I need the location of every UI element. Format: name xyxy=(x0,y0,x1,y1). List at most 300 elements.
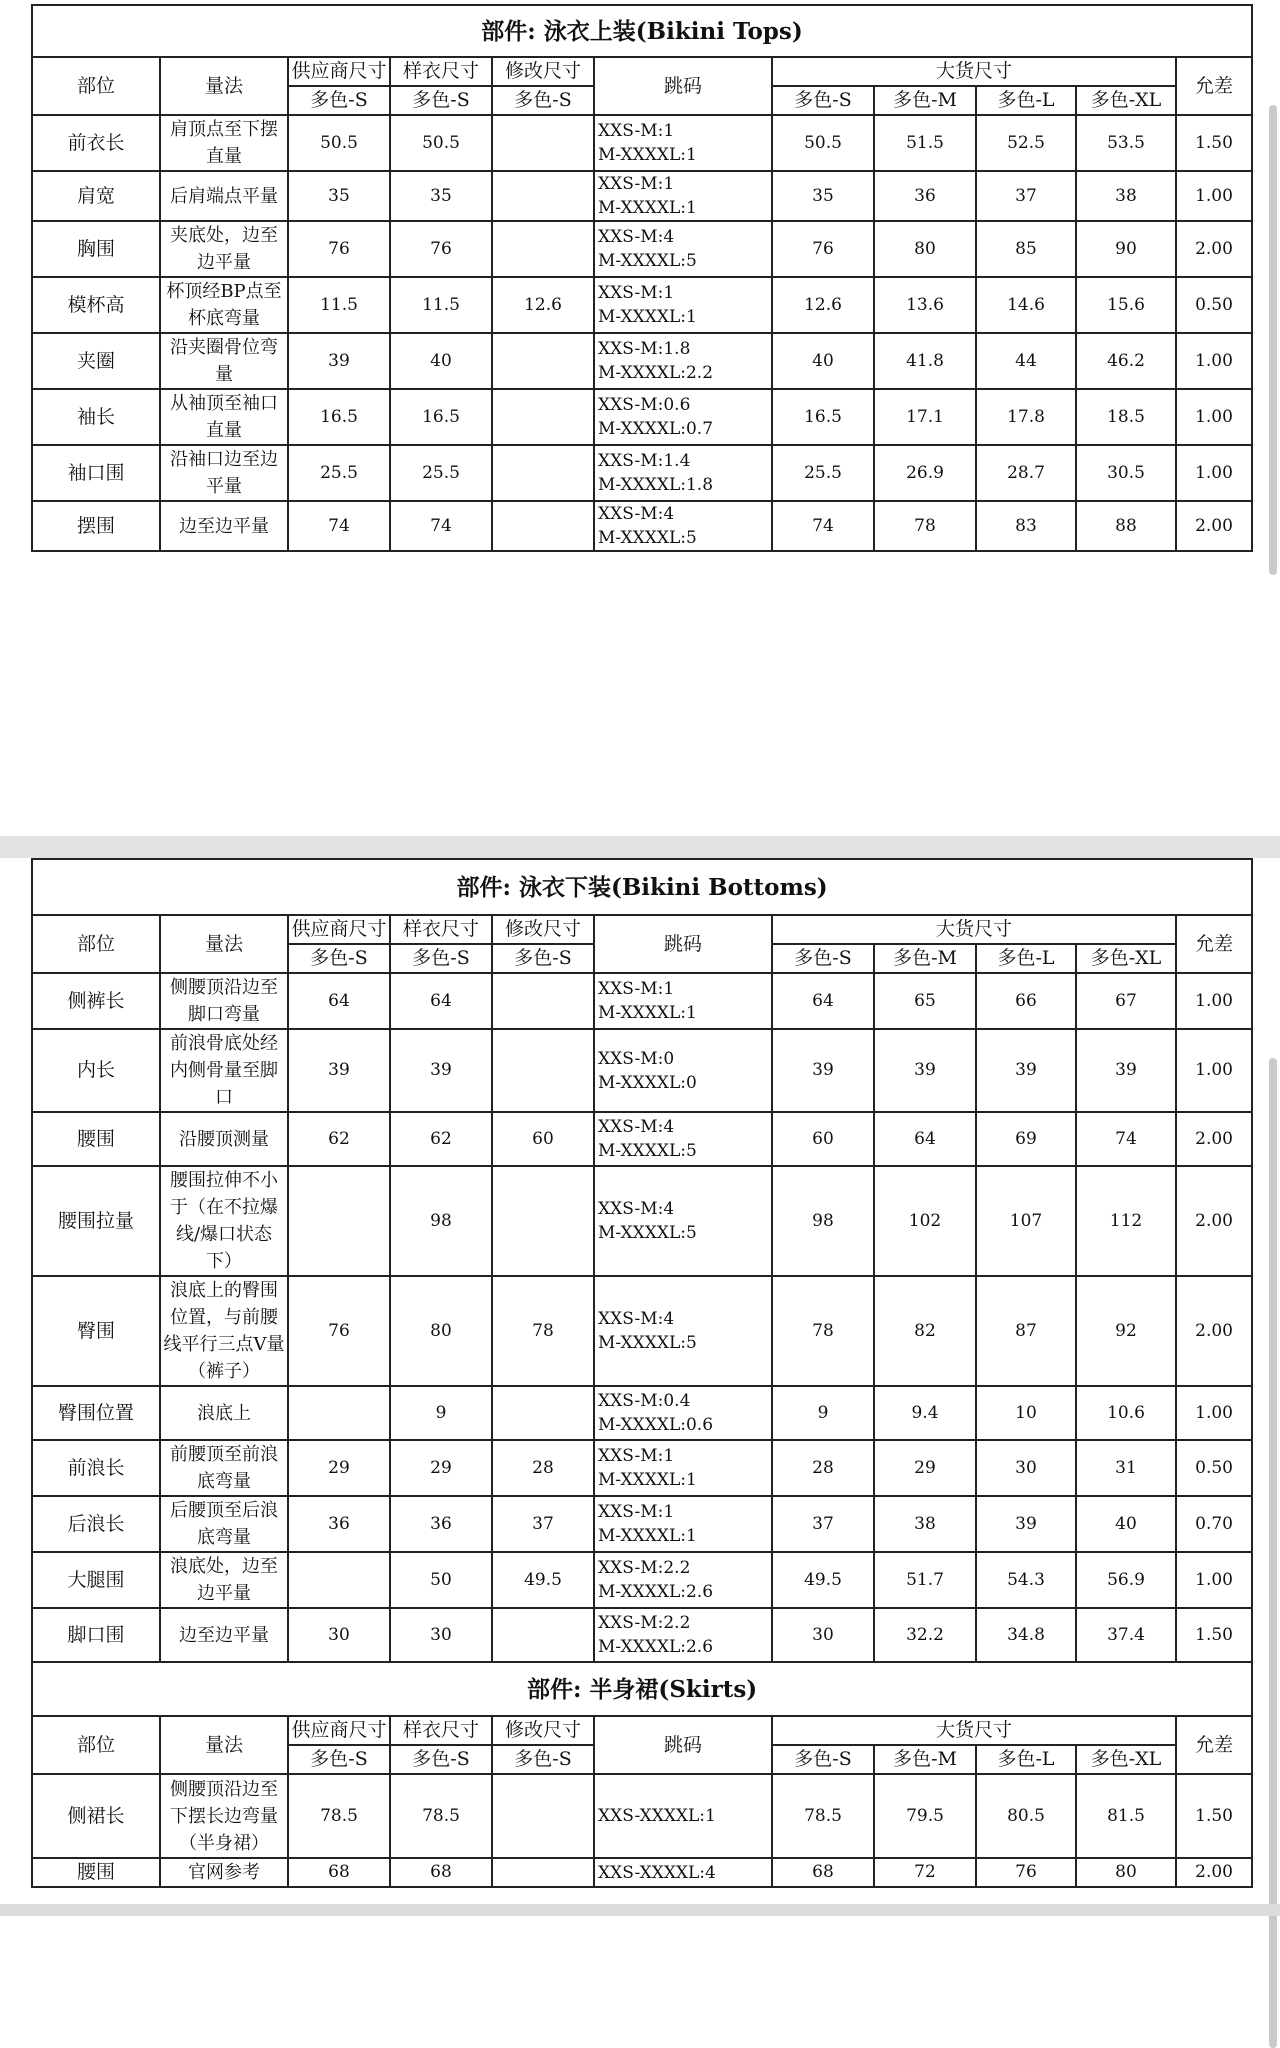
header-revised-size: 修改尺寸 xyxy=(492,1716,594,1745)
header-bulk-size-0: 多色-S xyxy=(772,1745,874,1774)
part-cell: 脚口围 xyxy=(32,1608,160,1662)
bulk-size-cell: 98 xyxy=(772,1166,874,1276)
method-cell: 浪底上的臀围位置，与前腰线平行三点V量（裤子） xyxy=(160,1276,288,1386)
bulk-size-cell: 40 xyxy=(772,333,874,389)
bulk-size-cell: 31 xyxy=(1076,1440,1176,1496)
sample-size-cell: 9 xyxy=(390,1386,492,1440)
method-cell: 杯顶经BP点至杯底弯量 xyxy=(160,277,288,333)
bulk-size-cell: 64 xyxy=(874,1112,976,1166)
tolerance-cell: 0.50 xyxy=(1176,1440,1252,1496)
header-size-sub: 多色-S xyxy=(390,86,492,115)
bulk-size-cell: 36 xyxy=(874,171,976,221)
bulk-size-cell: 74 xyxy=(772,501,874,551)
page-separator xyxy=(0,836,1280,858)
bulk-size-cell: 79.5 xyxy=(874,1774,976,1858)
revised-size-cell xyxy=(492,115,594,171)
revised-size-cell: 28 xyxy=(492,1440,594,1496)
header-bulk-size: 大货尺寸 xyxy=(772,915,1176,944)
header-bulk-size-0: 多色-S xyxy=(772,944,874,973)
grading-cell: XXS-XXXXL:4 xyxy=(594,1858,772,1887)
part-cell: 前衣长 xyxy=(32,115,160,171)
header-bulk-size-2: 多色-L xyxy=(976,86,1076,115)
header-method: 量法 xyxy=(160,57,288,115)
table-row xyxy=(32,1608,1252,1662)
method-cell: 浪底处，边至边平量 xyxy=(160,1552,288,1608)
grading-cell: XXS-M:4 M-XXXXL:5 xyxy=(594,501,772,551)
header-bulk-size-1: 多色-M xyxy=(874,1745,976,1774)
revised-size-cell: 37 xyxy=(492,1496,594,1552)
bulk-size-cell: 107 xyxy=(976,1166,1076,1276)
bulk-size-cell: 28 xyxy=(772,1440,874,1496)
section-title: 部件: 泳衣下装(Bikini Bottoms) xyxy=(32,859,1252,915)
scrollbar[interactable] xyxy=(1269,105,1277,575)
header-row xyxy=(32,915,1252,944)
tolerance-cell: 1.00 xyxy=(1176,1029,1252,1112)
revised-size-cell: 12.6 xyxy=(492,277,594,333)
table-row xyxy=(32,501,1252,551)
method-cell: 沿袖口边至边平量 xyxy=(160,445,288,501)
bulk-size-cell: 51.7 xyxy=(874,1552,976,1608)
header-sample-size: 样衣尺寸 xyxy=(390,57,492,86)
revised-size-cell xyxy=(492,445,594,501)
method-cell: 沿腰顶测量 xyxy=(160,1112,288,1166)
method-cell: 后肩端点平量 xyxy=(160,171,288,221)
tolerance-cell: 0.70 xyxy=(1176,1496,1252,1552)
part-cell: 模杯高 xyxy=(32,277,160,333)
header-size-sub: 多色-S xyxy=(492,944,594,973)
table-row xyxy=(32,1029,1252,1112)
sample-size-cell: 11.5 xyxy=(390,277,492,333)
sample-size-cell: 76 xyxy=(390,221,492,277)
sample-size-cell: 35 xyxy=(390,171,492,221)
header-size-sub: 多色-S xyxy=(390,944,492,973)
header-bulk-size-3: 多色-XL xyxy=(1076,1745,1176,1774)
bulk-size-cell: 72 xyxy=(874,1858,976,1887)
method-cell: 前浪骨底处经内侧骨量至脚口 xyxy=(160,1029,288,1112)
supplier-size-cell: 76 xyxy=(288,1276,390,1386)
header-grading: 跳码 xyxy=(594,57,772,115)
tolerance-cell: 2.00 xyxy=(1176,1112,1252,1166)
sample-size-cell: 50.5 xyxy=(390,115,492,171)
bulk-size-cell: 9 xyxy=(772,1386,874,1440)
bulk-size-cell: 46.2 xyxy=(1076,333,1176,389)
supplier-size-cell: 36 xyxy=(288,1496,390,1552)
bulk-size-cell: 14.6 xyxy=(976,277,1076,333)
grading-cell: XXS-M:1.4 M-XXXXL:1.8 xyxy=(594,445,772,501)
header-row xyxy=(32,1716,1252,1745)
supplier-size-cell: 50.5 xyxy=(288,115,390,171)
bulk-size-cell: 52.5 xyxy=(976,115,1076,171)
bulk-size-cell: 17.1 xyxy=(874,389,976,445)
supplier-size-cell: 76 xyxy=(288,221,390,277)
bulk-size-cell: 35 xyxy=(772,171,874,221)
supplier-size-cell: 39 xyxy=(288,1029,390,1112)
supplier-size-cell xyxy=(288,1166,390,1276)
method-cell: 腰围拉伸不小于（在不拉爆线/爆口状态下） xyxy=(160,1166,288,1276)
sample-size-cell: 50 xyxy=(390,1552,492,1608)
bulk-size-cell: 92 xyxy=(1076,1276,1176,1386)
sample-size-cell: 62 xyxy=(390,1112,492,1166)
bulk-size-cell: 69 xyxy=(976,1112,1076,1166)
tolerance-cell: 2.00 xyxy=(1176,501,1252,551)
bulk-size-cell: 68 xyxy=(772,1858,874,1887)
bikini-bottoms-skirts-table xyxy=(31,858,1253,1888)
sample-size-cell: 98 xyxy=(390,1166,492,1276)
tolerance-cell: 2.00 xyxy=(1176,221,1252,277)
revised-size-cell: 78 xyxy=(492,1276,594,1386)
tolerance-cell: 1.50 xyxy=(1176,115,1252,171)
bulk-size-cell: 15.6 xyxy=(1076,277,1176,333)
scrollbar[interactable] xyxy=(1269,1058,1277,2048)
bulk-size-cell: 17.8 xyxy=(976,389,1076,445)
supplier-size-cell: 68 xyxy=(288,1858,390,1887)
tolerance-cell: 2.00 xyxy=(1176,1858,1252,1887)
grading-cell: XXS-M:4 M-XXXXL:5 xyxy=(594,1112,772,1166)
sample-size-cell: 30 xyxy=(390,1608,492,1662)
supplier-size-cell: 16.5 xyxy=(288,389,390,445)
sample-size-cell: 29 xyxy=(390,1440,492,1496)
grading-cell: XXS-M:1 M-XXXXL:1 xyxy=(594,277,772,333)
supplier-size-cell xyxy=(288,1386,390,1440)
header-bulk-size-3: 多色-XL xyxy=(1076,944,1176,973)
grading-cell: XXS-M:1 M-XXXXL:1 xyxy=(594,171,772,221)
header-size-sub: 多色-S xyxy=(288,944,390,973)
header-bulk-size: 大货尺寸 xyxy=(772,57,1176,86)
table-row xyxy=(32,1276,1252,1386)
tolerance-cell: 2.00 xyxy=(1176,1276,1252,1386)
grading-cell: XXS-M:2.2 M-XXXXL:2.6 xyxy=(594,1608,772,1662)
supplier-size-cell: 11.5 xyxy=(288,277,390,333)
method-cell: 边至边平量 xyxy=(160,501,288,551)
header-size-sub: 多色-S xyxy=(492,1745,594,1774)
supplier-size-cell: 78.5 xyxy=(288,1774,390,1858)
bulk-size-cell: 64 xyxy=(772,973,874,1029)
supplier-size-cell: 64 xyxy=(288,973,390,1029)
bulk-size-cell: 25.5 xyxy=(772,445,874,501)
tolerance-cell: 1.00 xyxy=(1176,389,1252,445)
header-method: 量法 xyxy=(160,915,288,973)
method-cell: 后腰顶至后浪底弯量 xyxy=(160,1496,288,1552)
grading-cell: XXS-XXXXL:1 xyxy=(594,1774,772,1858)
bulk-size-cell: 78 xyxy=(874,501,976,551)
bulk-size-cell: 78.5 xyxy=(772,1774,874,1858)
tolerance-cell: 1.50 xyxy=(1176,1774,1252,1858)
table-row xyxy=(32,389,1252,445)
header-part: 部位 xyxy=(32,57,160,115)
bulk-size-cell: 50.5 xyxy=(772,115,874,171)
bulk-size-cell: 30.5 xyxy=(1076,445,1176,501)
bulk-size-cell: 12.6 xyxy=(772,277,874,333)
bulk-size-cell: 41.8 xyxy=(874,333,976,389)
bulk-size-cell: 112 xyxy=(1076,1166,1176,1276)
header-size-sub: 多色-S xyxy=(390,1745,492,1774)
bulk-size-cell: 88 xyxy=(1076,501,1176,551)
grading-cell: XXS-M:1.8 M-XXXXL:2.2 xyxy=(594,333,772,389)
part-cell: 臀围位置 xyxy=(32,1386,160,1440)
section-title: 部件: 半身裙(Skirts) xyxy=(32,1662,1252,1716)
supplier-size-cell: 35 xyxy=(288,171,390,221)
tolerance-cell: 1.00 xyxy=(1176,1386,1252,1440)
header-tolerance: 允差 xyxy=(1176,1716,1252,1774)
tolerance-cell: 0.50 xyxy=(1176,277,1252,333)
header-size-sub: 多色-S xyxy=(492,86,594,115)
header-row xyxy=(32,57,1252,86)
revised-size-cell xyxy=(492,1774,594,1858)
bulk-size-cell: 13.6 xyxy=(874,277,976,333)
revised-size-cell xyxy=(492,1608,594,1662)
table-row xyxy=(32,171,1252,221)
tolerance-cell: 1.00 xyxy=(1176,445,1252,501)
table-row xyxy=(32,1774,1252,1858)
header-method: 量法 xyxy=(160,1716,288,1774)
sample-size-cell: 39 xyxy=(390,1029,492,1112)
section-title-row xyxy=(32,1662,1252,1716)
header-grading: 跳码 xyxy=(594,915,772,973)
section-title-row xyxy=(32,859,1252,915)
bulk-size-cell: 10.6 xyxy=(1076,1386,1176,1440)
bulk-size-cell: 82 xyxy=(874,1276,976,1386)
method-cell: 边至边平量 xyxy=(160,1608,288,1662)
supplier-size-cell: 74 xyxy=(288,501,390,551)
bulk-size-cell: 80 xyxy=(874,221,976,277)
bulk-size-cell: 26.9 xyxy=(874,445,976,501)
header-grading: 跳码 xyxy=(594,1716,772,1774)
supplier-size-cell: 25.5 xyxy=(288,445,390,501)
table-row xyxy=(32,445,1252,501)
table-row xyxy=(32,1386,1252,1440)
table-row xyxy=(32,1496,1252,1552)
bulk-size-cell: 28.7 xyxy=(976,445,1076,501)
method-cell: 浪底上 xyxy=(160,1386,288,1440)
sample-size-cell: 78.5 xyxy=(390,1774,492,1858)
part-cell: 腰围 xyxy=(32,1112,160,1166)
bulk-size-cell: 30 xyxy=(772,1608,874,1662)
part-cell: 侧裤长 xyxy=(32,973,160,1029)
bulk-size-cell: 16.5 xyxy=(772,389,874,445)
revised-size-cell xyxy=(492,1858,594,1887)
bulk-size-cell: 32.2 xyxy=(874,1608,976,1662)
header-revised-size: 修改尺寸 xyxy=(492,915,594,944)
grading-cell: XXS-M:1 M-XXXXL:1 xyxy=(594,1440,772,1496)
header-bulk-size-0: 多色-S xyxy=(772,86,874,115)
grading-cell: XXS-M:0.4 M-XXXXL:0.6 xyxy=(594,1386,772,1440)
bulk-size-cell: 87 xyxy=(976,1276,1076,1386)
part-cell: 大腿围 xyxy=(32,1552,160,1608)
tolerance-cell: 1.50 xyxy=(1176,1608,1252,1662)
table-row xyxy=(32,973,1252,1029)
bulk-size-cell: 85 xyxy=(976,221,1076,277)
sample-size-cell: 80 xyxy=(390,1276,492,1386)
bulk-size-cell: 76 xyxy=(772,221,874,277)
method-cell: 从袖顶至袖口直量 xyxy=(160,389,288,445)
table-row xyxy=(32,1858,1252,1887)
grading-cell: XXS-M:4 M-XXXXL:5 xyxy=(594,1276,772,1386)
part-cell: 后浪长 xyxy=(32,1496,160,1552)
part-cell: 腰围拉量 xyxy=(32,1166,160,1276)
grading-cell: XXS-M:4 M-XXXXL:5 xyxy=(594,221,772,277)
table-row xyxy=(32,1112,1252,1166)
bulk-size-cell: 53.5 xyxy=(1076,115,1176,171)
header-bulk-size-2: 多色-L xyxy=(976,944,1076,973)
revised-size-cell xyxy=(492,1029,594,1112)
bulk-size-cell: 37 xyxy=(976,171,1076,221)
revised-size-cell xyxy=(492,171,594,221)
bulk-size-cell: 39 xyxy=(1076,1029,1176,1112)
bulk-size-cell: 60 xyxy=(772,1112,874,1166)
sample-size-cell: 25.5 xyxy=(390,445,492,501)
header-bulk-size: 大货尺寸 xyxy=(772,1716,1176,1745)
header-revised-size: 修改尺寸 xyxy=(492,57,594,86)
bulk-size-cell: 44 xyxy=(976,333,1076,389)
part-cell: 内长 xyxy=(32,1029,160,1112)
revised-size-cell xyxy=(492,389,594,445)
revised-size-cell: 49.5 xyxy=(492,1552,594,1608)
grading-cell: XXS-M:0.6 M-XXXXL:0.7 xyxy=(594,389,772,445)
bulk-size-cell: 38 xyxy=(1076,171,1176,221)
table-row xyxy=(32,1552,1252,1608)
revised-size-cell xyxy=(492,221,594,277)
bikini-tops-table xyxy=(31,4,1253,552)
part-cell: 腰围 xyxy=(32,1858,160,1887)
section-title: 部件: 泳衣上装(Bikini Tops) xyxy=(32,5,1252,57)
bulk-size-cell: 51.5 xyxy=(874,115,976,171)
sample-size-cell: 40 xyxy=(390,333,492,389)
grading-cell: XXS-M:1 M-XXXXL:1 xyxy=(594,1496,772,1552)
tolerance-cell: 1.00 xyxy=(1176,973,1252,1029)
bulk-size-cell: 18.5 xyxy=(1076,389,1176,445)
bulk-size-cell: 78 xyxy=(772,1276,874,1386)
part-cell: 胸围 xyxy=(32,221,160,277)
bulk-size-cell: 30 xyxy=(976,1440,1076,1496)
method-cell: 肩顶点至下摆直量 xyxy=(160,115,288,171)
sample-size-cell: 74 xyxy=(390,501,492,551)
bulk-size-cell: 40 xyxy=(1076,1496,1176,1552)
bulk-size-cell: 49.5 xyxy=(772,1552,874,1608)
header-size-sub: 多色-S xyxy=(288,86,390,115)
bulk-size-cell: 67 xyxy=(1076,973,1176,1029)
spec-page-1 xyxy=(0,0,1280,836)
bulk-size-cell: 56.9 xyxy=(1076,1552,1176,1608)
bulk-size-cell: 76 xyxy=(976,1858,1076,1887)
header-bulk-size-2: 多色-L xyxy=(976,1745,1076,1774)
method-cell: 官网参考 xyxy=(160,1858,288,1887)
supplier-size-cell: 62 xyxy=(288,1112,390,1166)
header-part: 部位 xyxy=(32,915,160,973)
tolerance-cell: 2.00 xyxy=(1176,1166,1252,1276)
bulk-size-cell: 81.5 xyxy=(1076,1774,1176,1858)
bulk-size-cell: 39 xyxy=(874,1029,976,1112)
bulk-size-cell: 39 xyxy=(772,1029,874,1112)
sample-size-cell: 64 xyxy=(390,973,492,1029)
revised-size-cell xyxy=(492,501,594,551)
bulk-size-cell: 80.5 xyxy=(976,1774,1076,1858)
tolerance-cell: 1.00 xyxy=(1176,333,1252,389)
part-cell: 前浪长 xyxy=(32,1440,160,1496)
bulk-size-cell: 39 xyxy=(976,1029,1076,1112)
header-size-sub: 多色-S xyxy=(288,1745,390,1774)
header-bulk-size-3: 多色-XL xyxy=(1076,86,1176,115)
part-cell: 摆围 xyxy=(32,501,160,551)
part-cell: 侧裙长 xyxy=(32,1774,160,1858)
bulk-size-cell: 37 xyxy=(772,1496,874,1552)
revised-size-cell xyxy=(492,973,594,1029)
bulk-size-cell: 83 xyxy=(976,501,1076,551)
bottom-edge xyxy=(0,1904,1280,1916)
supplier-size-cell: 39 xyxy=(288,333,390,389)
grading-cell: XXS-M:1 M-XXXXL:1 xyxy=(594,115,772,171)
header-supplier-size: 供应商尺寸 xyxy=(288,1716,390,1745)
header-sample-size: 样衣尺寸 xyxy=(390,1716,492,1745)
method-cell: 侧腰顶沿边至下摆长边弯量（半身裙） xyxy=(160,1774,288,1858)
sample-size-cell: 36 xyxy=(390,1496,492,1552)
bulk-size-cell: 66 xyxy=(976,973,1076,1029)
method-cell: 沿夹圈骨位弯量 xyxy=(160,333,288,389)
revised-size-cell xyxy=(492,1386,594,1440)
header-tolerance: 允差 xyxy=(1176,915,1252,973)
table-row xyxy=(32,115,1252,171)
tolerance-cell: 1.00 xyxy=(1176,1552,1252,1608)
table-row xyxy=(32,333,1252,389)
header-bulk-size-1: 多色-M xyxy=(874,944,976,973)
table-row xyxy=(32,277,1252,333)
grading-cell: XXS-M:0 M-XXXXL:0 xyxy=(594,1029,772,1112)
supplier-size-cell: 29 xyxy=(288,1440,390,1496)
tolerance-cell: 1.00 xyxy=(1176,171,1252,221)
bulk-size-cell: 34.8 xyxy=(976,1608,1076,1662)
bulk-size-cell: 80 xyxy=(1076,1858,1176,1887)
header-bulk-size-1: 多色-M xyxy=(874,86,976,115)
grading-cell: XXS-M:4 M-XXXXL:5 xyxy=(594,1166,772,1276)
sample-size-cell: 16.5 xyxy=(390,389,492,445)
spec-page-2 xyxy=(0,858,1280,1916)
header-supplier-size: 供应商尺寸 xyxy=(288,915,390,944)
supplier-size-cell: 30 xyxy=(288,1608,390,1662)
bulk-size-cell: 102 xyxy=(874,1166,976,1276)
header-part: 部位 xyxy=(32,1716,160,1774)
grading-cell: XXS-M:2.2 M-XXXXL:2.6 xyxy=(594,1552,772,1608)
part-cell: 袖口围 xyxy=(32,445,160,501)
sample-size-cell: 68 xyxy=(390,1858,492,1887)
header-supplier-size: 供应商尺寸 xyxy=(288,57,390,86)
bulk-size-cell: 90 xyxy=(1076,221,1176,277)
part-cell: 肩宽 xyxy=(32,171,160,221)
bulk-size-cell: 74 xyxy=(1076,1112,1176,1166)
supplier-size-cell xyxy=(288,1552,390,1608)
bulk-size-cell: 37.4 xyxy=(1076,1608,1176,1662)
revised-size-cell xyxy=(492,333,594,389)
table-row xyxy=(32,221,1252,277)
table-row xyxy=(32,1166,1252,1276)
part-cell: 臀围 xyxy=(32,1276,160,1386)
method-cell: 夹底处，边至边平量 xyxy=(160,221,288,277)
header-sample-size: 样衣尺寸 xyxy=(390,915,492,944)
method-cell: 侧腰顶沿边至脚口弯量 xyxy=(160,973,288,1029)
bulk-size-cell: 54.3 xyxy=(976,1552,1076,1608)
bulk-size-cell: 38 xyxy=(874,1496,976,1552)
bulk-size-cell: 10 xyxy=(976,1386,1076,1440)
bulk-size-cell: 39 xyxy=(976,1496,1076,1552)
section-title-row xyxy=(32,5,1252,57)
table-row xyxy=(32,1440,1252,1496)
bulk-size-cell: 65 xyxy=(874,973,976,1029)
grading-cell: XXS-M:1 M-XXXXL:1 xyxy=(594,973,772,1029)
revised-size-cell xyxy=(492,1166,594,1276)
bulk-size-cell: 9.4 xyxy=(874,1386,976,1440)
bulk-size-cell: 29 xyxy=(874,1440,976,1496)
method-cell: 前腰顶至前浪底弯量 xyxy=(160,1440,288,1496)
part-cell: 袖长 xyxy=(32,389,160,445)
header-tolerance: 允差 xyxy=(1176,57,1252,115)
